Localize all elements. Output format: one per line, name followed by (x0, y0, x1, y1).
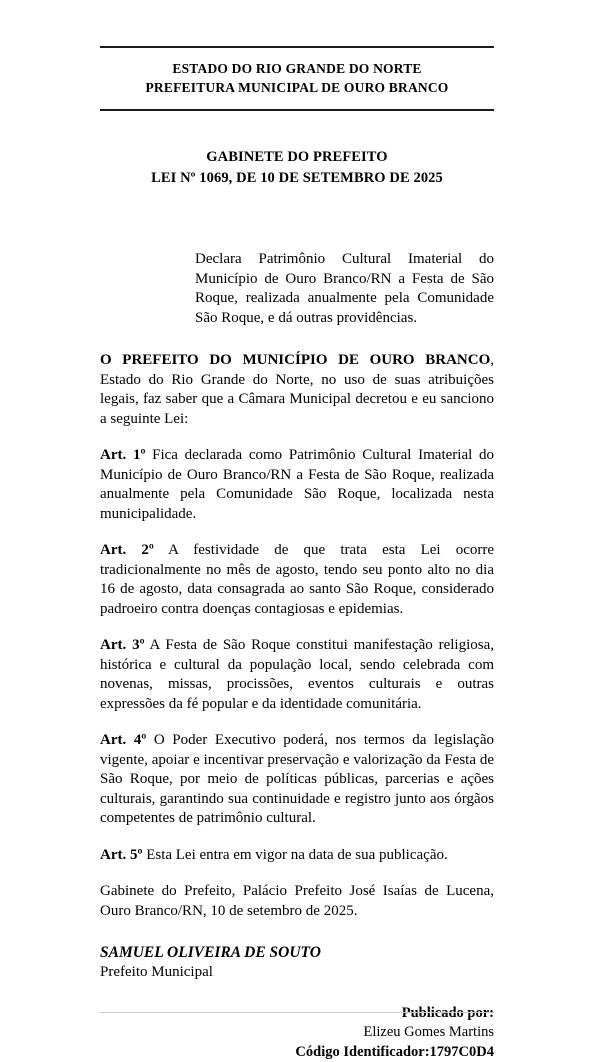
document-content (100, 0, 494, 1062)
header-city-line: PREFEITURA MUNICIPAL DE OURO BRANCO (145, 79, 449, 95)
bottom-divider (100, 1012, 494, 1013)
document-title (100, 147, 494, 188)
article-3-label: Art. 3º (100, 637, 145, 654)
title-law-line: LEI Nº 1069, DE 10 DE SETEMBRO DE 2025 (151, 169, 443, 186)
header-state-line: ESTADO DO RIO GRANDE DO NORTE (172, 61, 422, 76)
article-4-text: O Poder Executivo poderá, nos termos da legislação vigente, apoiar e incentivar preservação e valorização da Festa de São Roque, por meio de políticas públicas, parcerias e ações culturais, garantindo sua continuidade e registro junto aos órgãos competentes de patrimônio cultural. (100, 732, 494, 827)
article-4-label: Art. 4º (100, 732, 147, 749)
article-5 (100, 846, 494, 866)
signatory-name: SAMUEL OLIVEIRA DE SOUTO (100, 944, 321, 962)
article-2-text: A festividade de que trata esta Lei ocorre tradicionalmente no mês de agosto, tendo seu ponto alto no dia 16 de agosto, data consagrada ao santo São Roque, considerado padroeiro contra doenças contagiosas e epidemias. (100, 542, 494, 617)
preamble-rest: , Estado do Rio Grande do Norte, no uso de suas atribuições legais, faz saber que a Câmara Municipal decretou e eu sanciono a seguinte Lei: (100, 352, 494, 427)
article-1 (100, 446, 494, 524)
article-5-text: Esta Lei entra em vigor na data de sua publicação. (142, 846, 448, 863)
publisher-name: Elizeu Gomes Martins (363, 1024, 494, 1041)
article-2-label: Art. 2º (100, 542, 154, 559)
publisher-code-label: Código Identificador: (295, 1043, 430, 1060)
publisher-title: Publicado por: (401, 1005, 494, 1022)
place-and-date: Gabinete do Prefeito, Palácio Prefeito José Isaías de Lucena, Ouro Branco/RN, 10 de setembro de 2025. (100, 883, 494, 919)
article-4 (100, 731, 494, 829)
document-header (100, 46, 494, 111)
signatory-role: Prefeito Municipal (100, 963, 213, 980)
preamble-paragraph (100, 351, 494, 429)
article-2 (100, 541, 494, 619)
preamble-strong: O PREFEITO DO MUNICÍPIO DE OURO BRANCO (100, 352, 491, 369)
article-1-label: Art. 1º (100, 447, 146, 464)
publisher-code (100, 1043, 494, 1062)
ementa-paragraph: Declara Patrimônio Cultural Imaterial do Município de Ouro Branco/RN a Festa de São Roque, realizada anualmente pela Comunidade São Roque, e dá outras providências. (195, 251, 494, 326)
article-3 (100, 636, 494, 714)
article-3-text: A Festa de São Roque constitui manifestação religiosa, histórica e cultural da população local, sendo celebrada com novenas, missas, procissões, eventos culturais e outras expressões da fé popular e da identidade comunitária. (100, 637, 494, 712)
article-1-text: Fica declarada como Patrimônio Cultural Imaterial do Município de Ouro Branco/RN a Festa de São Roque, realizada anualmente pela Comunidade São Roque, localizada nesta municipalidade. (100, 447, 494, 522)
publisher-code-value: 1797C0D4 (429, 1043, 494, 1060)
signature-block (100, 943, 494, 982)
title-office-line: GABINETE DO PREFEITO (206, 149, 388, 166)
article-5-label: Art. 5º (100, 846, 143, 863)
